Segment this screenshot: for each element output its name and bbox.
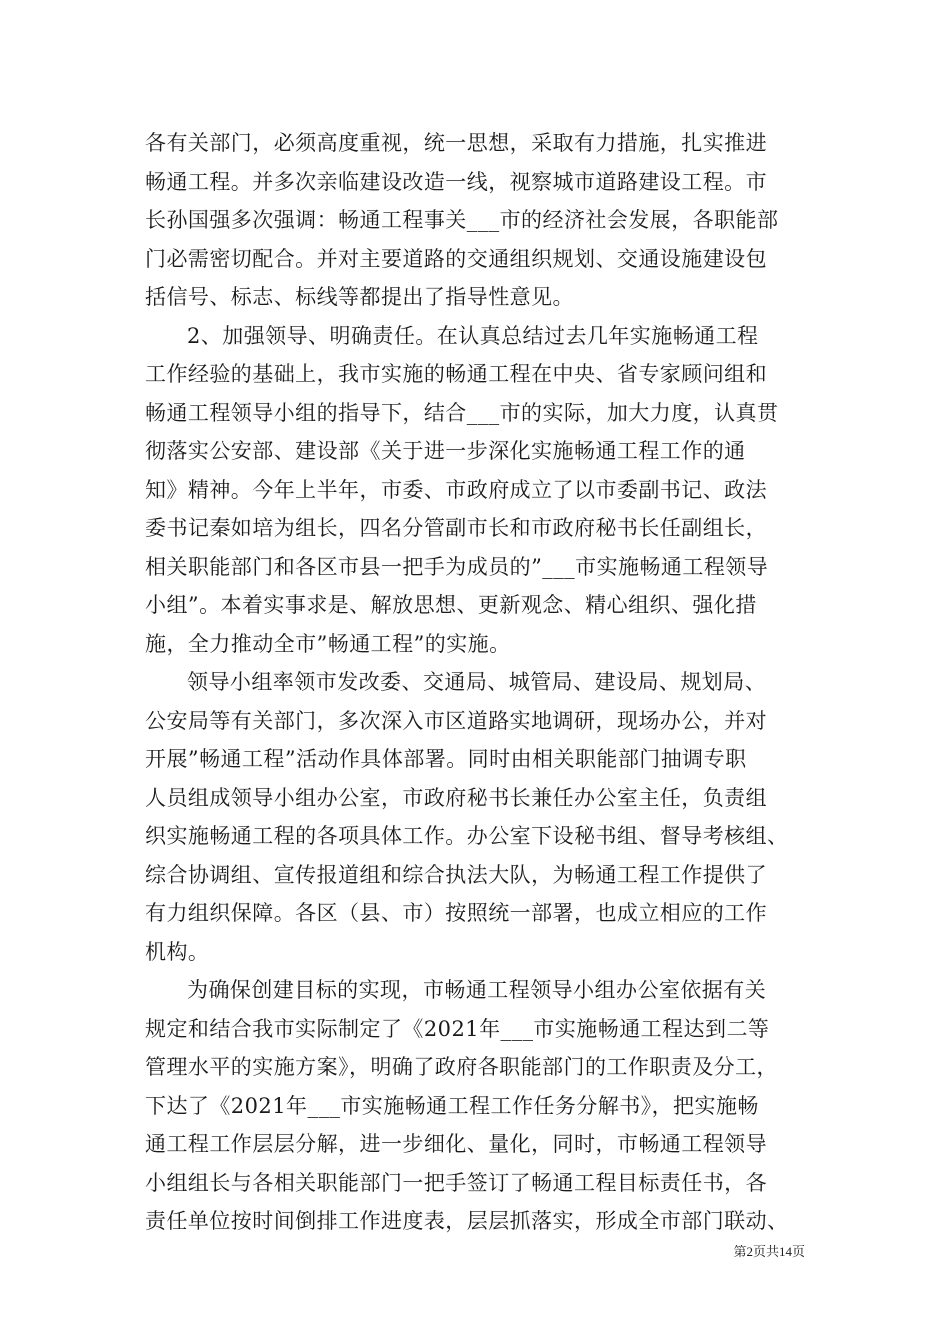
text-line: 公安局等有关部门，多次深入市区道路实地调研，现场办公，并对 [145, 708, 768, 733]
text-line: 畅通工程。并多次亲临建设改造一线，视察城市道路建设工程。市 [145, 169, 768, 194]
text-line: 有力组织保障。各区（县、市）按照统一部署，也成立相应的工作 [145, 901, 768, 925]
text-line: 门必需密切配合。并对主要道路的交通组织规划、交通设施建设包 [145, 246, 768, 271]
text-line: 相关职能部门和各区市县一把手为成员的”___市实施畅通工程领导 [145, 554, 769, 579]
text-line: 规定和结合我市实际制定了《2021年___市实施畅通工程达到二等 [145, 1016, 770, 1041]
text-line: 2、加强领导、明确责任。在认真总结过去几年实施畅通工程 [187, 323, 759, 348]
text-line: 小组组长与各相关职能部门一把手签订了畅通工程目标责任书，各 [145, 1170, 768, 1195]
total-pages-number: 14 [778, 1244, 792, 1259]
text-line: 知》精神。今年上半年，市委、市政府成立了以市委副书记、政法 [145, 477, 768, 502]
text-line: 机构。 [145, 939, 210, 964]
text-line: 工作经验的基础上，我市实施的畅通工程在中央、省专家顾问组和 [145, 362, 768, 386]
text-line: 领导小组率领市发改委、交通局、城管局、建设局、规划局、 [187, 670, 767, 694]
footer-suffix: 页 [791, 1245, 805, 1260]
text-line: 管理水平的实施方案》，明确了政府各职能部门的工作职责及分工， [145, 1055, 778, 1079]
text-line: 各有关部门，必须高度重视，统一思想，采取有力措施，扎实推进 [145, 131, 768, 155]
text-line: 人员组成领导小组办公室，市政府秘书长兼任办公室主任，负责组 [145, 785, 768, 810]
current-page-number: 2 [746, 1244, 753, 1259]
footer-prefix: 第 [733, 1245, 747, 1260]
text-line: 责任单位按时间倒排工作进度表，层层抓落实，形成全市部门联动、 [145, 1209, 789, 1233]
text-line: 施，全力推动全市”畅通工程”的实施。 [145, 631, 511, 656]
text-line: 小组”。本着实事求是、解放思想、更新观念、精心组织、强化措 [145, 593, 757, 617]
text-line: 畅通工程领导小组的指导下，结合___市的实际，加大力度，认真贯 [145, 400, 779, 425]
text-line: 括信号、标志、标线等都提出了指导性意见。 [145, 285, 574, 309]
document-body [145, 124, 810, 1241]
text-line: 为确保创建目标的实现，市畅通工程领导小组办公室依据有关 [187, 978, 767, 1002]
page-footer [733, 1244, 805, 1261]
text-line: 长孙国强多次强调：畅通工程事关___市的经济社会发展，各职能部 [145, 208, 779, 232]
text-line: 通工程工作层层分解，进一步细化、量化，同时，市畅通工程领导 [145, 1132, 768, 1156]
text-line: 织实施畅通工程的各项具体工作。办公室下设秘书组、督导考核组、 [145, 824, 789, 848]
text-line: 综合协调组、宣传报道组和综合执法大队，为畅通工程工作提供了 [145, 862, 768, 887]
text-line: 彻落实公安部、建设部《关于进一步深化实施畅通工程工作的通 [145, 439, 746, 463]
text-line: 下达了《2021年___市实施畅通工程工作任务分解书》，把实施畅 [145, 1093, 759, 1118]
text-line: 开展”畅通工程”活动作具体部署。同时由相关职能部门抽调专职 [145, 747, 747, 771]
footer-middle: 页共 [752, 1245, 779, 1260]
text-line: 委书记秦如培为组长，四名分管副市长和市政府秘书长任副组长， [145, 516, 768, 540]
